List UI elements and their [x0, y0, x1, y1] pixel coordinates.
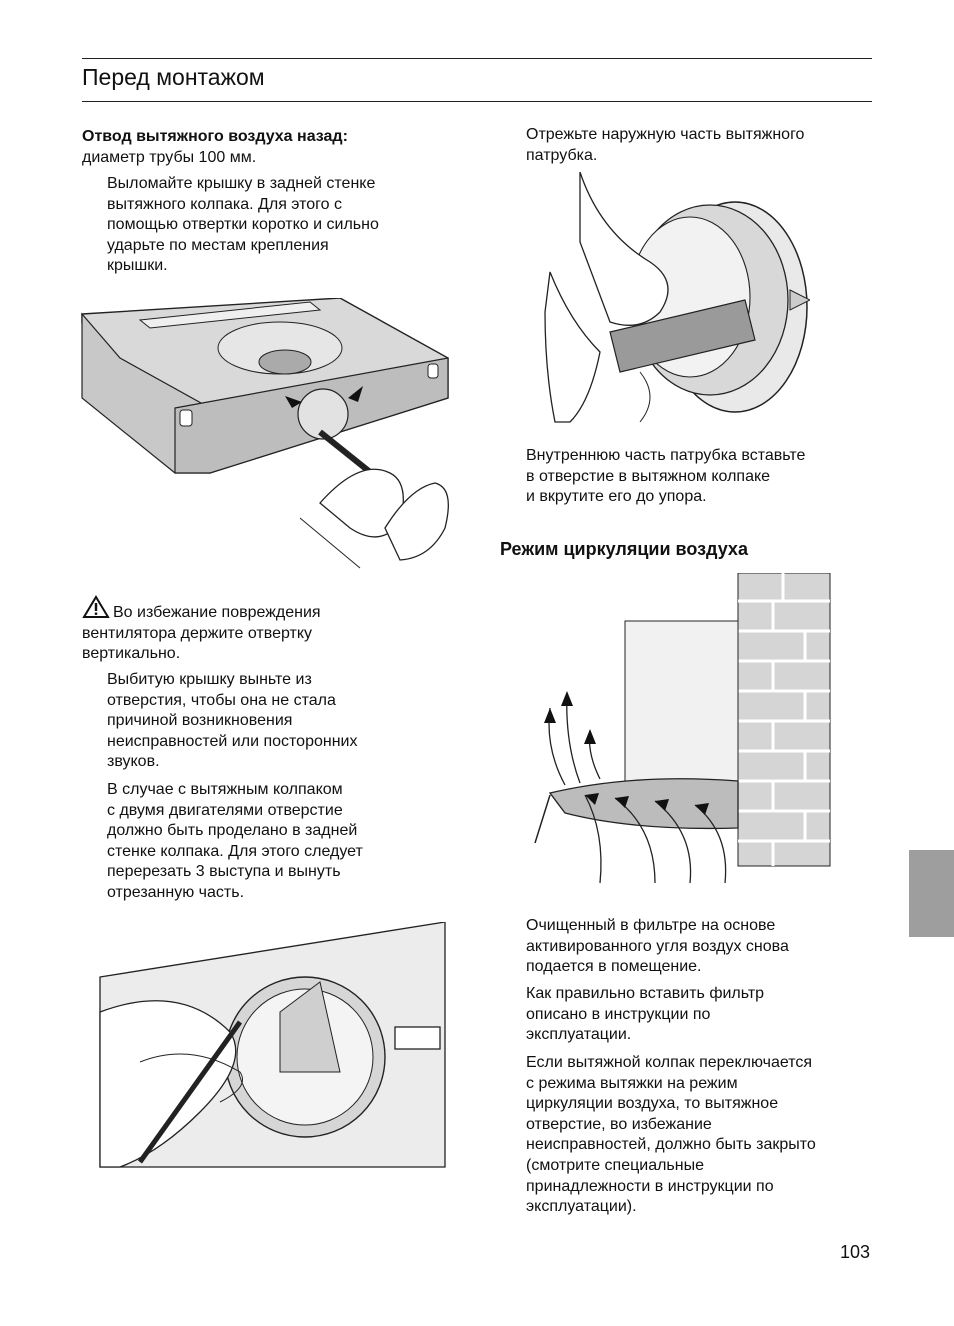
warning-text: Во избежание повреждения вентилятора держите отвертку вертикально.	[82, 604, 321, 663]
page-title: Перед монтажом	[82, 64, 265, 90]
recirculation-heading: Режим циркуляции воздуха	[500, 539, 748, 559]
hood-screwdriver-illustration	[80, 298, 450, 578]
pipe-cutting-illustration	[540, 172, 810, 427]
top-rule	[82, 58, 872, 59]
recirculation-paragraph-2: Как правильно вставить фильтр описано в инструкции по эксплуатации.	[526, 985, 765, 1044]
title-underline	[82, 101, 872, 102]
page-number: 103	[840, 1242, 871, 1262]
insert-inner-text: Внутреннюю часть патрубка вставьте в отверстие в вытяжном колпаке и вкрутите его до упора.	[526, 447, 806, 506]
back-wall-cutting-illustration	[80, 922, 450, 1172]
recirculation-paragraph-1: Очищенный в фильтре на основе активированного угля воздух снова подается в помещение.	[526, 917, 789, 976]
exhaust-heading: Отвод вытяжного воздуха назад:	[82, 128, 348, 145]
section-tab-marker	[909, 850, 954, 937]
recirculation-airflow-illustration	[525, 573, 835, 888]
recirculation-paragraph-3: Если вытяжной колпак переключается с режима вытяжки на режим циркуляции воздуха, то вытяжное отверстие, во избежание неисправностей, должно быть закрыто (смотрите специальные принадлежности в инструкции по эксплуатации).	[526, 1054, 816, 1216]
cut-outer-text: Отрежьте наружную часть вытяжного патрубка.	[526, 126, 805, 164]
exhaust-diameter: диаметр трубы 100 мм.	[82, 149, 257, 166]
step-remove-cover: Выбитую крышку выньте из отверстия, чтобы она не стала причиной возникновения неисправностей или посторонних звуков.	[107, 671, 358, 771]
step-two-motors: В случае с вытяжным колпаком с двумя двигателями отверстие должно быть проделано в задней стенке колпака. Для этого следует перерезать 3 выступа и вынуть отрезанную часть.	[107, 781, 363, 901]
step-break-cover: Выломайте крышку в задней стенке вытяжного колпака. Для этого с помощью отвертки коротко и сильно ударьте по местам крепления крышки.	[107, 175, 379, 275]
